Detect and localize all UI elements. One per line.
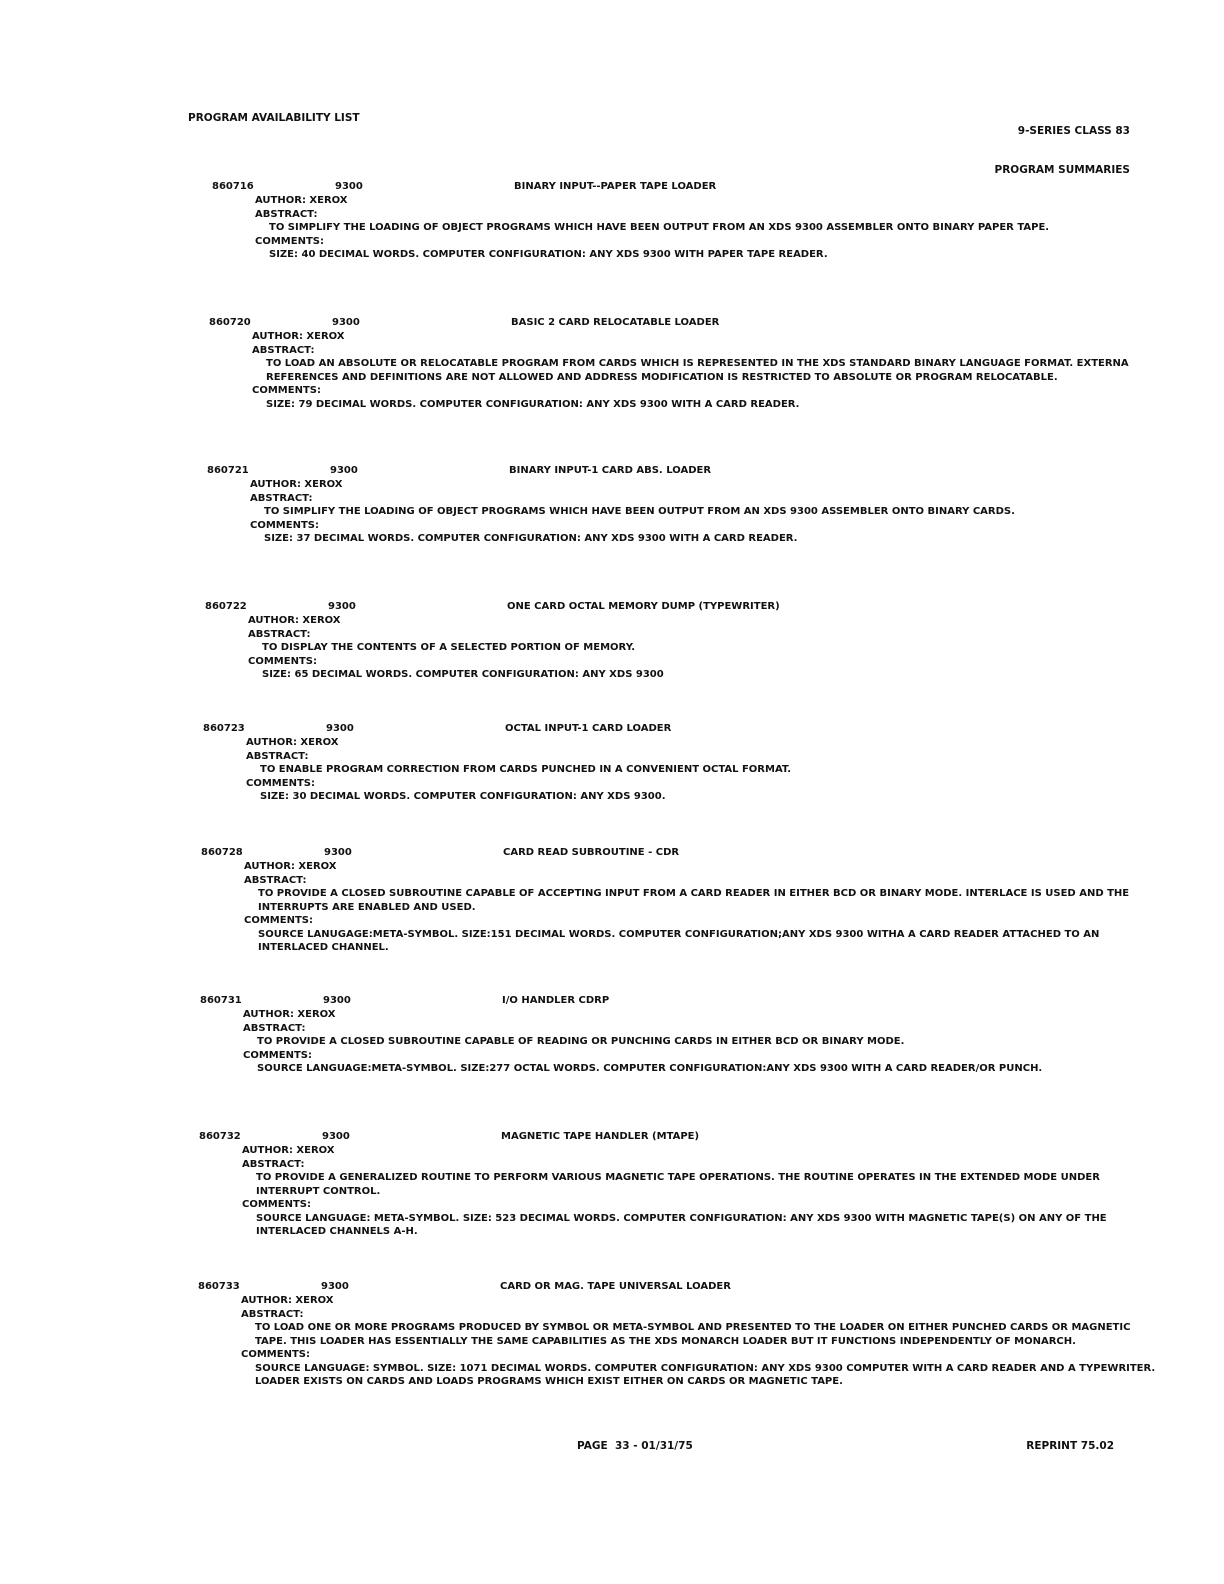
machine-model: 9300 — [323, 995, 351, 1006]
comments-text: SOURCE LANGUAGE: SYMBOL. SIZE: 1071 DECIMAL WORDS. COMPUTER CONFIGURATION: ANY XDS 9300 COMPUTER WITH A CARD READER AND A TYPEWRITER. LOADER EXISTS ON CARDS AND LOADS PROGRAMS WHICH EXIST EITHER ON CARDS OR MAGNETIC TAPE. — [255, 1362, 1156, 1387]
program-id: 860733 — [198, 1281, 240, 1292]
machine-model: 9300 — [326, 723, 354, 734]
program-entry — [203, 722, 1163, 804]
program-id: 860721 — [207, 465, 249, 476]
program-title: BINARY INPUT--PAPER TAPE LOADER — [514, 181, 717, 192]
header-left-title: PROGRAM AVAILABILITY LIST — [188, 112, 360, 124]
comments-label: COMMENTS: — [248, 655, 317, 667]
abstract-text: TO DISPLAY THE CONTENTS OF A SELECTED PORTION OF MEMORY. — [262, 642, 636, 653]
header-program-summaries: PROGRAM SUMMARIES — [994, 164, 1130, 176]
machine-model: 9300 — [322, 1131, 350, 1142]
program-entry — [205, 600, 1165, 682]
program-title: BASIC 2 CARD RELOCATABLE LOADER — [511, 317, 720, 328]
author-line: AUTHOR: XEROX — [252, 331, 345, 342]
abstract-text: TO SIMPLIFY THE LOADING OF OBJECT PROGRAMS WHICH HAVE BEEN OUTPUT FROM AN XDS 9300 ASSEMBLER ONTO BINARY CARDS. — [264, 506, 1015, 517]
program-entry — [212, 180, 1172, 262]
program-title: MAGNETIC TAPE HANDLER (MTAPE) — [501, 1131, 700, 1142]
abstract-label: ABSTRACT: — [250, 492, 313, 504]
comments-label: COMMENTS: — [244, 915, 313, 926]
abstract-text: TO PROVIDE A GENERALIZED ROUTINE TO PERFORM VARIOUS MAGNETIC TAPE OPERATIONS. THE ROUTINE OPERATES IN THE EXTENDED MODE UNDER INTERRUPT CONTROL. — [256, 1172, 1100, 1197]
header-series-class: 9-SERIES CLASS 83 — [1017, 125, 1130, 137]
entry-header-line — [198, 1280, 1158, 1294]
program-entry — [199, 1130, 1159, 1239]
entry-header-line — [201, 846, 1161, 860]
comments-text: SIZE: 79 DECIMAL WORDS. COMPUTER CONFIGURATION: ANY XDS 9300 WITH A CARD READER. — [266, 398, 800, 410]
machine-model: 9300 — [335, 181, 363, 192]
abstract-label: ABSTRACT: — [243, 1022, 306, 1034]
abstract-label: ABSTRACT: — [255, 208, 318, 220]
program-id: 860722 — [205, 601, 247, 612]
program-id: 860720 — [209, 317, 251, 328]
entry-header-line — [209, 316, 1169, 330]
program-entry — [207, 464, 1167, 546]
entry-header-line — [200, 994, 1160, 1008]
entry-header-line — [203, 722, 1163, 736]
abstract-label: ABSTRACT: — [244, 874, 307, 886]
entry-header-line — [212, 180, 1172, 194]
comments-text: SIZE: 65 DECIMAL WORDS. COMPUTER CONFIGURATION: ANY XDS 9300 — [262, 669, 664, 680]
comments-text: SIZE: 40 DECIMAL WORDS. COMPUTER CONFIGURATION: ANY XDS 9300 WITH PAPER TAPE READER. — [269, 249, 828, 260]
comments-label: COMMENTS: — [250, 519, 319, 531]
comments-label: COMMENTS: — [252, 385, 321, 396]
comments-label: COMMENTS: — [255, 235, 324, 247]
machine-model: 9300 — [324, 847, 352, 858]
comments-text: SOURCE LANGUAGE: META-SYMBOL. SIZE: 523 DECIMAL WORDS. COMPUTER CONFIGURATION: ANY XDS 9300 WITH MAGNETIC TAPE(S) ON ANY OF THE INTERLACED CHANNELS A-H. — [256, 1212, 1107, 1237]
machine-model: 9300 — [321, 1281, 349, 1292]
author-line: AUTHOR: XEROX — [241, 1295, 334, 1306]
machine-model: 9300 — [328, 601, 356, 612]
comments-label: COMMENTS: — [243, 1049, 312, 1061]
program-entry — [200, 994, 1160, 1076]
program-title: I/O HANDLER CDRP — [502, 995, 610, 1006]
author-line: AUTHOR: XEROX — [243, 1009, 336, 1020]
entry-header-line — [205, 600, 1165, 614]
program-id: 860728 — [201, 847, 243, 858]
abstract-label: ABSTRACT: — [241, 1308, 304, 1320]
program-id: 860723 — [203, 723, 245, 734]
entry-header-line — [207, 464, 1167, 478]
abstract-label: ABSTRACT: — [248, 628, 311, 640]
program-id: 860732 — [199, 1131, 241, 1142]
abstract-text: TO LOAD ONE OR MORE PROGRAMS PRODUCED BY SYMBOL OR META-SYMBOL AND PRESENTED TO THE LOADER ON EITHER PUNCHED CARDS OR MAGNETIC TAPE. THIS LOADER HAS ESSENTIALLY THE SAME CAPABILITIES AS THE XDS MONARCH LOADER BUT IT FUNCTIONS INDEPENDENTLY OF MONARCH. — [255, 1322, 1131, 1347]
abstract-text: TO LOAD AN ABSOLUTE OR RELOCATABLE PROGRAM FROM CARDS WHICH IS REPRESENTED IN THE XDS STANDARD BINARY LANGUAGE FORMAT. EXTERNA REFERENCES AND DEFINITIONS ARE NOT ALLOWED AND ADDRESS MODIFICATION IS RESTRICTED TO ABSOLUTE OR PROGRAM RELOCATABLE. — [266, 358, 1129, 383]
abstract-text: TO SIMPLIFY THE LOADING OF OBJECT PROGRAMS WHICH HAVE BEEN OUTPUT FROM AN XDS 9300 ASSEMBLER ONTO BINARY PAPER TAPE. — [269, 222, 1050, 233]
program-entry — [198, 1280, 1158, 1389]
comments-text: SOURCE LANGUAGE:META-SYMBOL. SIZE:277 OCTAL WORDS. COMPUTER CONFIGURATION:ANY XDS 9300 WITH A CARD READER/OR PUNCH. — [257, 1063, 1043, 1074]
author-line: AUTHOR: XEROX — [255, 195, 348, 206]
program-title: ONE CARD OCTAL MEMORY DUMP (TYPEWRITER) — [507, 601, 780, 612]
comments-label: COMMENTS: — [242, 1199, 311, 1210]
author-line: AUTHOR: XEROX — [246, 737, 339, 748]
program-title: CARD READ SUBROUTINE - CDR — [503, 847, 680, 858]
program-title: OCTAL INPUT-1 CARD LOADER — [505, 723, 672, 734]
abstract-text: TO PROVIDE A CLOSED SUBROUTINE CAPABLE OF READING OR PUNCHING CARDS IN EITHER BCD OR BINARY MODE. — [257, 1036, 905, 1047]
author-line: AUTHOR: XEROX — [248, 615, 341, 626]
entry-header-line — [199, 1130, 1159, 1144]
machine-model: 9300 — [330, 465, 358, 476]
reprint-number: REPRINT 75.02 — [1026, 1440, 1114, 1452]
program-entry — [209, 316, 1169, 411]
comments-label: COMMENTS: — [241, 1349, 310, 1360]
machine-model: 9300 — [332, 317, 360, 328]
program-id: 860731 — [200, 995, 242, 1006]
abstract-text: TO ENABLE PROGRAM CORRECTION FROM CARDS PUNCHED IN A CONVENIENT OCTAL FORMAT. — [260, 764, 792, 775]
program-id: 860716 — [212, 181, 254, 192]
program-title: CARD OR MAG. TAPE UNIVERSAL LOADER — [500, 1281, 731, 1292]
author-line: AUTHOR: XEROX — [242, 1145, 335, 1156]
comments-text: SIZE: 37 DECIMAL WORDS. COMPUTER CONFIGURATION: ANY XDS 9300 WITH A CARD READER. — [264, 533, 798, 544]
abstract-label: ABSTRACT: — [246, 750, 309, 762]
page-number-date: PAGE 33 - 01/31/75 — [577, 1440, 693, 1452]
comments-text: SOURCE LANUGAGE:META-SYMBOL. SIZE:151 DECIMAL WORDS. COMPUTER CONFIGURATION;ANY XDS 9300 WITHA A CARD READER ATTACHED TO AN INTERLACED CHANNEL. — [258, 928, 1100, 953]
abstract-label: ABSTRACT: — [242, 1158, 305, 1170]
comments-label: COMMENTS: — [246, 777, 315, 789]
abstract-text: TO PROVIDE A CLOSED SUBROUTINE CAPABLE OF ACCEPTING INPUT FROM A CARD READER IN EITHER BCD OR BINARY MODE. INTERLACE IS USED AND THE INTERRUPTS ARE ENABLED AND USED. — [258, 888, 1130, 913]
program-entry — [201, 846, 1161, 955]
author-line: AUTHOR: XEROX — [244, 861, 337, 872]
comments-text: SIZE: 30 DECIMAL WORDS. COMPUTER CONFIGURATION: ANY XDS 9300. — [260, 791, 666, 802]
author-line: AUTHOR: XEROX — [250, 479, 343, 490]
program-title: BINARY INPUT-1 CARD ABS. LOADER — [509, 465, 712, 476]
abstract-label: ABSTRACT: — [252, 344, 315, 356]
